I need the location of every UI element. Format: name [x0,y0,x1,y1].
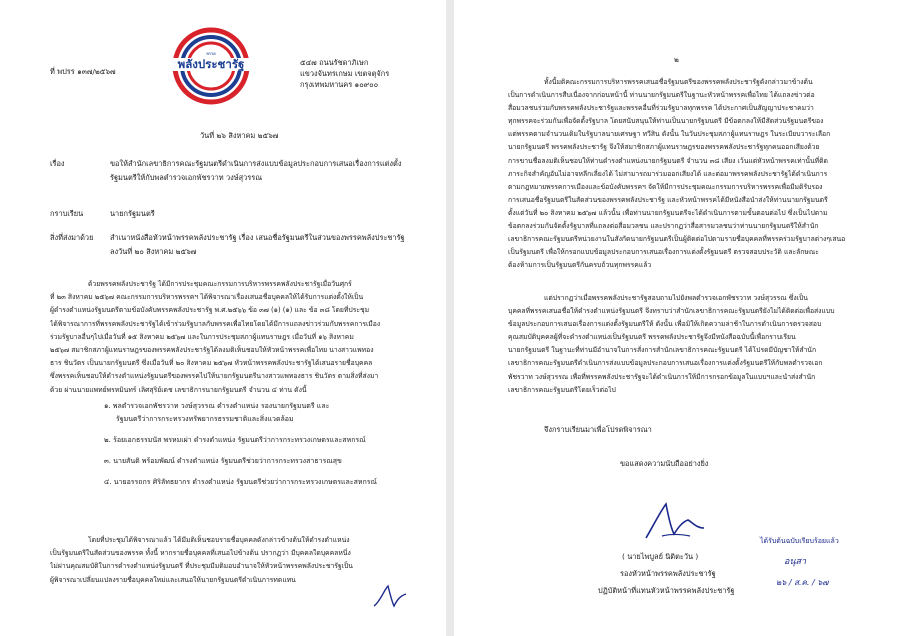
body-line: ๒๕๖๗ สมาชิกสภาผู้แทนราษฎรของพรรคพลังประชารัฐได้ลงมติเห็นชอบให้หัวหน้าพรรคเพื่อไทย นางสาวแพทอง [50,346,374,355]
letter-page-2 [454,0,900,636]
logo-party-name: พลังประชารัฐ [172,58,250,71]
body-line: เป็นรัฐมนตรี เพื่อให้กรอกแบบข้อมูลประกอบการเสนอเรื่องการแต่งตั้งรัฐมนตรี ตรวจสอบประวัติ และลักษณะ [508,248,819,257]
nominee-item: ๒. ร้อยเอกธรรมนัส พรหมเผ่า ดำรงตำแหน่ง รัฐมนตรีว่าการกระทรวงเกษตรและสหกรณ์ [104,436,366,444]
party-logo [172,27,250,105]
body-line: โดยที่ประชุมได้พิจารณาแล้ว ได้มีมติเห็นชอบรายชื่อบุคคลดังกล่าวข้างต้นให้ดำรงตำแหน่ง [88,536,350,544]
document-number: ที่ พปรร ๑๓๗/๒๕๖๗ [50,67,116,76]
nominee-item: ๑. พลตำรวจเอกพัชรวาท วงษ์สุวรรณ ดำรงตำแหน่ง รองนายกรัฐมนตรี และ [104,402,330,410]
closing-regards: ขอแสดงความนับถืออย่างยิ่ง [620,459,709,468]
receipt-note: ได้รับต้นฉบับเรียบร้อยแล้ว [760,537,839,545]
body-line: ผู้พิจารณาเปลี่ยนแปลงรายชื่อบุคคลใหม่และเสนอให้นายกรัฐมนตรีดำเนินการทดแทน [50,575,296,584]
body-line: พัชรวาท วงษ์สุวรรณ เพื่อที่พรรคพลังประชารัฐจะได้ดำเนินการให้มีการกรอกข้อมูลในแบบฯและนำส่งสำนัก [508,372,816,381]
body-line: ร่วมรัฐบาลอื่นๆไปเมื่อวันที่ ๑๕ สิงหาคม ๒๕๖๗ และในการประชุมสภาผู้แทนราษฎร เมื่อวันที่ ๑๖ สิงหาคม [50,332,354,341]
subject-line: ขอให้สำนักเลขาธิการคณะรัฐมนตรีดำเนินการส่งแบบข้อมูลประกอบการเสนอเรื่องการแต่งตั้ง [110,159,402,168]
enclosure-line: ลงวันที่ ๒๐ สิงหาคม ๒๕๖๗ [110,247,197,256]
subject-text [110,158,401,183]
party-address [300,57,389,90]
nominee-item: ๔. นายอรรถกร ศิริลัทธยากร ดำรงตำแหน่ง รัฐมนตรีช่วยว่าการกระทรวงเกษตรและสหกรณ์ [104,478,377,486]
address-line: ๕๔๗ ถนนรัชดาภิเษก [300,58,369,67]
body-line: ด้วยพรรคพลังประชารัฐ ได้มีการประชุมคณะกรรมการบริหารพรรคพลังประชารัฐเมื่อวันศุกร์ [88,280,352,288]
signer-title-2: ปฏิบัติหน้าที่แทนหัวหน้าพรรคพลังประชารัฐ [598,586,735,595]
body-line: ได้พิจารณาการที่พรรคพลังประชารัฐได้เข้าร่วมรัฐบาลกับพรรคเพื่อไทยโดยได้มีการแถลงข่าวร่วมกับพรรคการเมือง [50,319,381,328]
body-paragraph-4 [508,292,868,397]
body-line: ธาร ชินวัตร เป็นนายกรัฐมนตรี ซึ่งเมื่อวันที่ ๒๐ สิงหาคม ๒๕๖๗ หัวหน้าพรรคพลังประชารัฐได้เสนอรายชื่อบุคคล [50,359,373,368]
page-number: ๒ [674,55,679,64]
body-line: การเสนอชื่อรัฐมนตรีในสัดส่วนของพรรคพลังประชารัฐ และหัวหน้าพรรคได้มีหนังสือนำส่งให้ท่านนายกรัฐมนตรี [508,195,828,204]
address-line: กรุงเทพมหานคร ๑๐๙๐๐ [300,80,379,89]
address-line: แขวงจันทรเกษม เขตจตุจักร [300,69,390,78]
body-line: ตามกฎหมายพรรคการเมืองและข้อบังคับพรรคฯ จัดให้มีการประชุมคณะกรรมการบริหารพรรคเพื่อมีมติรับรอง [508,182,823,191]
body-line: เป็นการดำเนินการสืบเนื่องจากก่อนหน้านี้ ท่านนายกรัฐมนตรีในฐานะหัวหน้าพรรคเพื่อไทย ได้แถลงข่าวต่อ [508,91,815,100]
enclosure-label: สิ่งที่ส่งมาด้วย [50,233,94,242]
body-line: ด้วย ผ่านนายแพทย์พรหมินทร์ เลิศสุริย์เดช เลขาธิการนายกรัฐมนตรี จำนวน ๔ ท่าน ดังนี้ [50,385,307,394]
closing-request: จึงกราบเรียนมาเพื่อโปรดพิจารณา [544,425,652,434]
body-paragraph-3 [508,76,868,272]
body-line: นายกรัฐมนตรี พรรคพลังประชารัฐ จึงให้สมาชิกสภาผู้แทนราษฎรของพรรคพลังประชารัฐทุกคนออกเสียงด้วย [508,143,820,152]
body-line: ซึ่งพรรคเห็นชอบให้ดำรงตำแหน่งรัฐมนตรีของพรรคไปให้นายกรัฐมนตรีนางสาวแพทองธาร ชินวัตร ตามสิ่งที่ส่งมา [50,372,379,381]
body-line: ผู้ดำรงตำแหน่งรัฐมนตรีตามข้อบังคับพรรคพลังประชารัฐ พ.ศ.๒๕๖๖ ข้อ ๓๗ (๑) (๑) และ ข้อ ๓๘ โดยที่ประชุม [50,306,370,315]
body-line: ตั้งแต่วันที่ ๒๐ สิงหาคม ๒๕๖๗ แล้วนั้น เพื่อท่านนายกรัฐมนตรีจะได้ดำเนินการตามขั้นตอนต่อไป ซึ่งเป็นไปตาม [508,208,828,217]
body-line: เลขาธิการคณะรัฐมนตรีดำเนินการส่งแบบข้อมูลประกอบการเสนอเรื่องการแต่งตั้งรัฐมนตรีให้กับพลตำรวจเอก [508,359,823,368]
subject-line: รัฐมนตรีให้กับพลตำรวจเอกพัชรวาท วงษ์สุวรรณ [110,173,263,182]
receipt-date: ๒๖ / ส.ค. / ๖๗ [776,578,829,587]
signer-name: ( นายไพบูลย์ นิติตะวัน ) [622,552,699,561]
body-line: คุณสมบัติบุคคลผู้ที่จะดำรงตำแหน่งเป็นรัฐมนตรี พรรคพลังประชารัฐจึงมีหนังสือฉบับนี้เพื่อกราบเรียน [508,333,796,342]
body-line: ที่ ๒๓ สิงหาคม ๒๕๖๗ คณะกรรมการบริหารพรรคฯ ได้พิจารณาเรื่องเสนอชื่อบุคคลให้ได้รับการแต่งตั้งให้เป็น [50,293,364,302]
body-line: แต่พรรคตามจำนวนเดิมในรัฐบาลนายเศรษฐา ทวีสิน ดังนั้น ในวันประชุมสภาผู้แทนราษฎร ในระเบียบวาระเลือก [508,130,831,139]
body-line: ภาระกิจสำคัญอันไม่อาจหลีกเลี่ยงได้ ไม่สามารถมาร่วมออกเสียงได้ และต่อมาพรรคพลังประชารัฐได้ดำเนินการ [508,169,828,178]
salutation-text: นายกรัฐมนตรี [110,209,155,218]
handwritten-signature [640,498,710,546]
nominee-item: รัฐมนตรีว่าการกระทรวงทรัพยากรธรรมชาติและสิ่งแวดล้อม [116,415,294,423]
logo-small-text: พรรค [206,51,216,56]
body-line: ทุกพรรคจะร่วมกันเพื่อจัดตั้งรัฐบาล โดยสนับสนุนให้ท่านเป็นนายกรัฐมนตรี มีข้อตกลงให้มีสัดส่วนรัฐมนตรีของ [508,117,824,126]
letter-date: วันที่ ๒๖ สิงหาคม ๒๕๖๗ [200,131,279,140]
enclosure-line: สำเนาหนังสือหัวหน้าพรรคพลังประชารัฐ เรื่อง เสนอชื่อรัฐมนตรีในส่วนของพรรคพลังประชารัฐ [110,233,405,242]
signer-title-1: รองหัวหน้าพรรคพลังประชารัฐ [620,569,716,578]
subject-label: เรื่อง [50,159,65,168]
body-line: การขานชื่อลงมติเห็นชอบให้ท่านดำรงตำแหน่งนายกรัฐมนตรี จำนวน ๓๘ เสียง เว้นแต่หัวหน้าพรรคเท่านั้นที่ติด [508,156,828,165]
body-line: ข้อตกลงร่วมกันจัดตั้งรัฐบาลที่แถลงต่อสื่อมวลชน และปรากฏว่าสื่อสารมวลชนว่าท่านนายกรัฐมนตรีให้สำนัก [508,222,819,231]
body-line: เลขาธิการคณะรัฐมนตรีหน่วยงานในสังกัดนายกรัฐมนตรีเป็นผู้ติดต่อไปตามรายชื่อบุคคลที่พรรคร่วมรัฐบาลต่างๆเสนอ [508,235,846,244]
salutation-label: กราบเรียน [50,209,84,218]
body-line: ทั้งนี้มติคณะกรรมการบริหารพรรคเสนอชื่อรัฐมนตรีของพรรคพลังประชารัฐดังกล่าวมาข้างต้น [544,78,813,86]
body-line: เลขาธิการคณะรัฐมนตรีโดยเร็วต่อไป [508,385,616,394]
enclosure-text [110,232,405,257]
body-line: แต่ปรากฏว่าเมื่อพรรคพลังประชารัฐสอบถามไปยังพลตำรวจเอกพัชรวาท วงษ์สุวรรณ ซึ่งเป็น [544,294,808,302]
body-paragraph-2 [50,534,400,587]
body-line: ต้องห้ามการเป็นรัฐมนตรีกันครบถ้วนทุกพรรคแล้ว [508,261,652,270]
body-paragraph-1 [50,278,400,397]
body-line: นายกรัฐมนตรี ในฐานะที่ท่านมีอำนาจในการสั่งการสำนักเลขาธิการคณะรัฐมนตรี ได้โปรดมีบัญชาให้สำนัก [508,346,817,355]
nominee-list [104,400,404,489]
body-line: บุคคลที่พรรคเสนอชื่อให้ดำรงตำแหน่งรัฐมนตรี จึงทราบว่าสำนักเลขาธิการคณะรัฐมนตรียังไม่ได้ติดต่อเพื่อส่งแบบ [508,307,835,316]
letter-page-1 [0,0,446,636]
body-line: สื่อมวลชนร่วมกับพรรคพลังประชารัฐและพรรคอื่นที่ร่วมรัฐบาลทุกพรรค ได้ประกาศเป็นสัญญาประชาคมว่า [508,104,814,113]
initials-signature [370,580,410,614]
body-line: เป็นรัฐมนตรีในสัดส่วนของพรรค ทั้งนี้ หากรายชื่อบุคคลที่เสนอไปข้างต้น ปรากฏว่า มีบุคคลใดบุคคลหนึ่ง [50,549,351,558]
body-line: ไม่ผ่านคุณสมบัติในการดำรงตำแหน่งรัฐมนตรี ที่ประชุมมีมติมอบอำนาจให้หัวหน้าพรรคพลังประชารัฐเป็น [50,562,353,571]
nominee-item: ๓. นายสันติ พร้อมพัฒน์ ดำรงตำแหน่ง รัฐมนตรีช่วยว่าการกระทรวงสาธารณสุข [104,457,342,465]
body-line: ข้อมูลประกอบการเสนอเรื่องการแต่งตั้งรัฐมนตรีให้ ดังนั้น เพื่อมิให้เกิดความล่าช้าในการดำเนินการตรวจสอบ [508,320,822,329]
receipt-signature: อนุสา [784,557,807,567]
